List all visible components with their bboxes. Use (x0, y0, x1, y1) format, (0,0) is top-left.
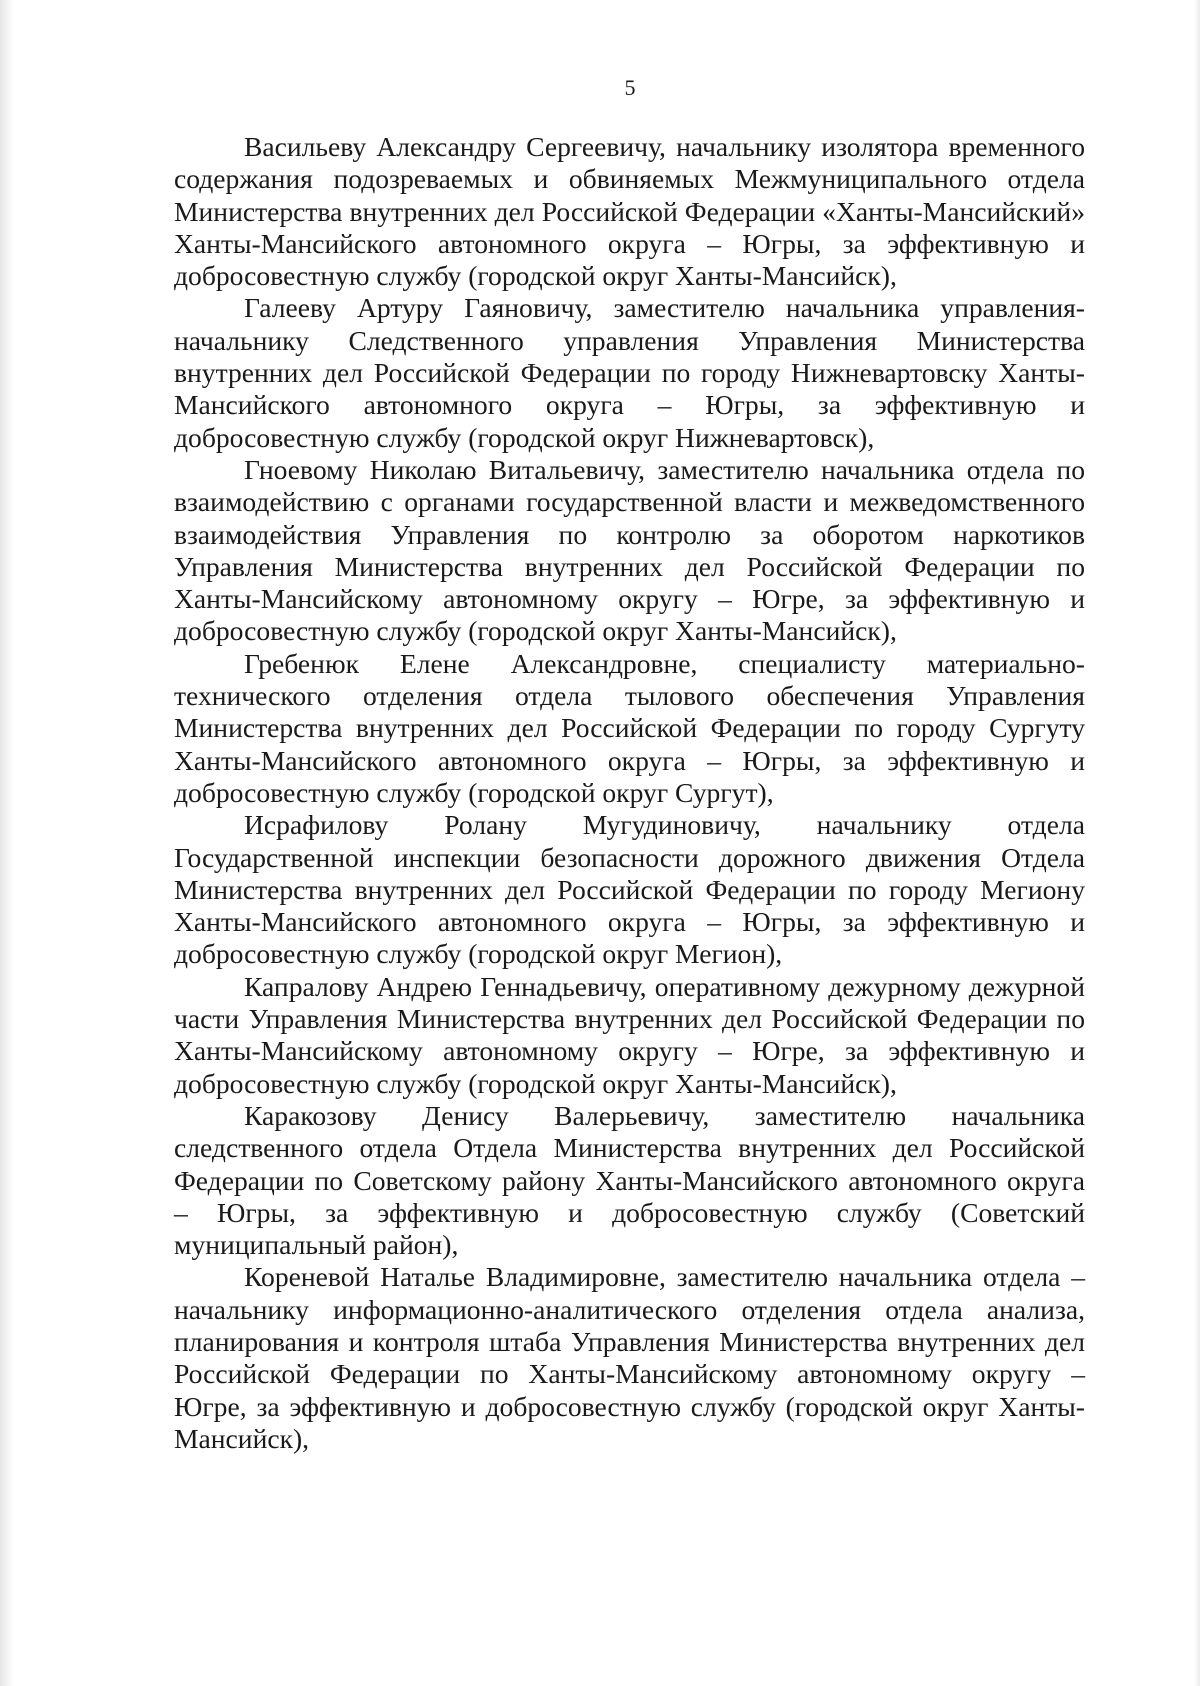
award-paragraph-karakozov: Каракозову Денису Валерьевичу, заместителю начальника следственного отдела Отдела Министерства внутренних дел Российской Федерации по Советскому району Ханты-Мансийского автономного округа – Югры, за эффективную и добросовестную службу (Советский муниципальный район), (174, 1099, 1085, 1261)
award-paragraph-koreneva: Кореневой Наталье Владимировне, заместителю начальника отдела – начальнику информационно-аналитического отделения отдела анализа, планирования и контроля штаба Управления Министерства внутренних дел Российской Федерации по Ханты-Мансийскому автономному округу – Югре, за эффективную и добросовестную службу (городской округ Ханты-Мансийск), (174, 1261, 1085, 1454)
award-paragraph-israfilov: Исрафилову Ролану Мугудиновичу, начальнику отдела Государственной инспекции безопасности дорожного движения Отдела Министерства внутренних дел Российской Федерации по городу Мегиону Ханты-Мансийского автономного округа – Югры, за эффективную и добросовестную службу (городской округ Мегион), (174, 809, 1085, 970)
award-list (174, 131, 1085, 1455)
award-paragraph-gnoevoy: Гноевому Николаю Витальевичу, заместителю начальника отдела по взаимодействию с органами государственной власти и межведомственного взаимодействия Управления по контролю за оборотом наркотиков Управления Министерства внутренних дел Российской Федерации по Ханты-Мансийскому автономному округу – Югре, за эффективную и добросовестную службу (городской округ Ханты-Мансийск), (174, 453, 1085, 647)
award-paragraph-vasilyev: Васильеву Александру Сергеевичу, начальнику изолятора временного содержания подозреваемых и обвиняемых Межмуниципального отдела Министерства внутренних дел Российской Федерации «Ханты-Мансийский» Ханты-Мансийского автономного округа – Югры, за эффективную и добросовестную службу (городской округ Ханты-Мансийск), (174, 131, 1085, 292)
page-number: 5 (624, 75, 636, 100)
award-paragraph-kapralov: Капралову Андрею Геннадьевичу, оперативному дежурному дежурной части Управления Министерства внутренних дел Российской Федерации по Ханты-Мансийскому автономному округу – Югре, за эффективную и добросовестную службу (городской округ Ханты-Мансийск), (174, 970, 1085, 1099)
award-paragraph-galeev: Галееву Артуру Гаяновичу, заместителю начальника управления-начальнику Следственного управления Управления Министерства внутренних дел Российской Федерации по городу Нижневартовску Ханты-Мансийского автономного округа – Югры, за эффективную и добросовестную службу (городской округ Нижневартовск), (174, 292, 1085, 453)
award-paragraph-grebenyuk: Гребенюк Елене Александровне, специалисту материально-технического отделения отдела тылового обеспечения Управления Министерства внутренних дел Российской Федерации по городу Сургуту Ханты-Мансийского автономного округа – Югры, за эффективную и добросовестную службу (городской округ Сургут), (174, 647, 1085, 808)
